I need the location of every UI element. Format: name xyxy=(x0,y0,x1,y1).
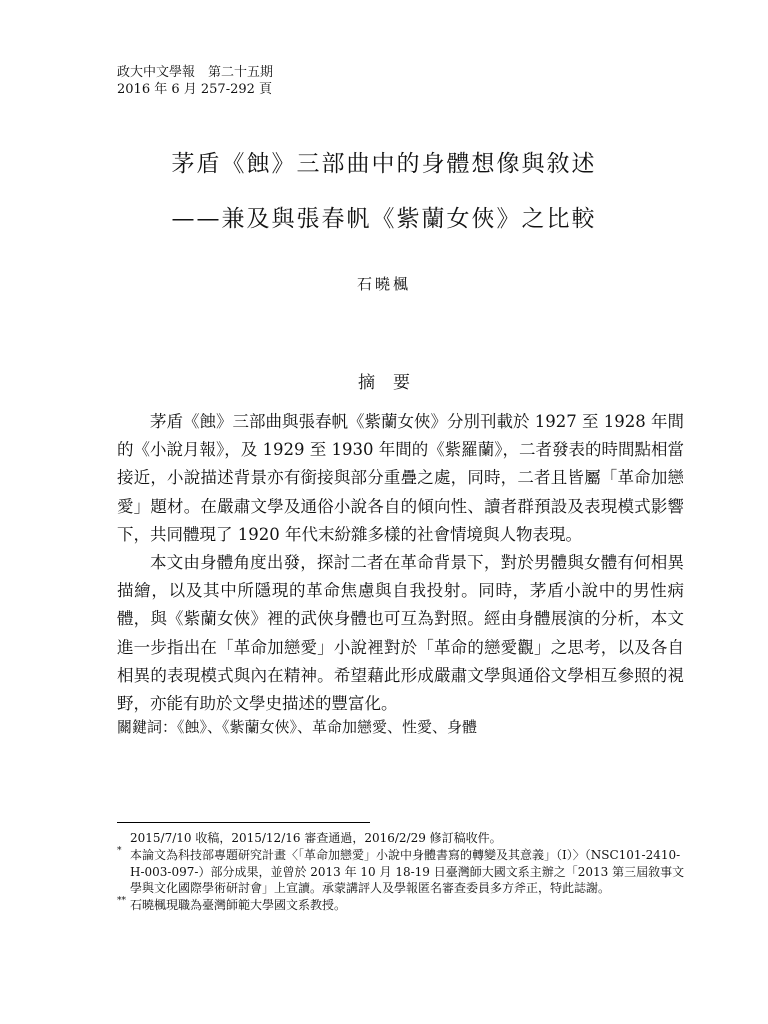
abstract-paragraph: 茅盾《蝕》三部曲與張春帆《紫蘭女俠》分別刊載於 1927 至 1928 年間的《小說月報》，及 1929 至 1930 年間的《紫羅蘭》，二者發表的時間點相當接近，小說描述背景亦有銜接與部分重疊之處，同時，二者且皆屬「革命加戀愛」題材。在嚴肅文學及通俗小說各自的傾向性、讀者群預設及表現模式影響下，共同體現了 1920 年代末紛雜多樣的社會情境與人物表現。 xyxy=(117,412,684,544)
abstract-heading: 摘要 xyxy=(358,373,428,393)
footnote-mark: * xyxy=(117,845,122,856)
journal-issue: 2016 年 6 月 257-292 頁 xyxy=(117,82,273,97)
footnote-text: 本論文為科技部專題研究計畫〈「革命加戀愛」小說中身體書寫的轉變及其意義」（I）〉（NSC101-2410-H-003-097-）部分成果，並曾於 2013 年 10 月 18-19 日臺灣師大國文系主辦之「2013 第三屆敘事文學與文化國際學術研討會」上宣讀。承蒙講評人及學報匿名審查委員多方斧正，特此誌謝。 xyxy=(130,847,685,896)
footnote xyxy=(117,897,691,914)
footnote xyxy=(117,830,691,847)
footnote-mark: ** xyxy=(117,896,126,907)
paper-subtitle: ——兼及與張春帆《紫蘭女俠》之比較 xyxy=(171,206,597,232)
abstract-paragraph: 本文由身體角度出發，探討二者在革命背景下，對於男體與女體有何相異描繪，以及其中所隱現的革命焦慮與自我投射。同時，茅盾小說中的男性病體，與《紫蘭女俠》裡的武俠身體也可互為對照。經由身體展演的分析，本文進一步指出在「革命加戀愛」小說裡對於「革命的戀愛觀」之思考，以及各自相異的表現模式與內在精神。希望藉此形成嚴肅文學與通俗文學相互參照的視野，亦能有助於文學史描述的豐富化。 xyxy=(117,553,684,714)
footnote-divider xyxy=(117,822,370,823)
author-name: 石曉楓 xyxy=(356,275,411,293)
footnote-text: 2015/7/10 收稿，2015/12/16 審查通過，2016/2/29 修訂稿收件。 xyxy=(130,831,502,845)
footnotes xyxy=(117,830,691,914)
footnote-text: 石曉楓現職為臺灣師範大學國文系教授。 xyxy=(130,898,347,913)
footnote xyxy=(117,847,691,897)
abstract-body xyxy=(117,408,684,718)
journal-name: 政大中文學報 第二十五期 xyxy=(117,65,274,80)
keywords: 關鍵詞：《蝕》、《紫蘭女俠》、革命加戀愛、性愛、身體 xyxy=(117,718,478,736)
paper-title: 茅盾《蝕》三部曲中的身體想像與敘述 xyxy=(171,151,597,177)
journal-header xyxy=(117,64,273,98)
